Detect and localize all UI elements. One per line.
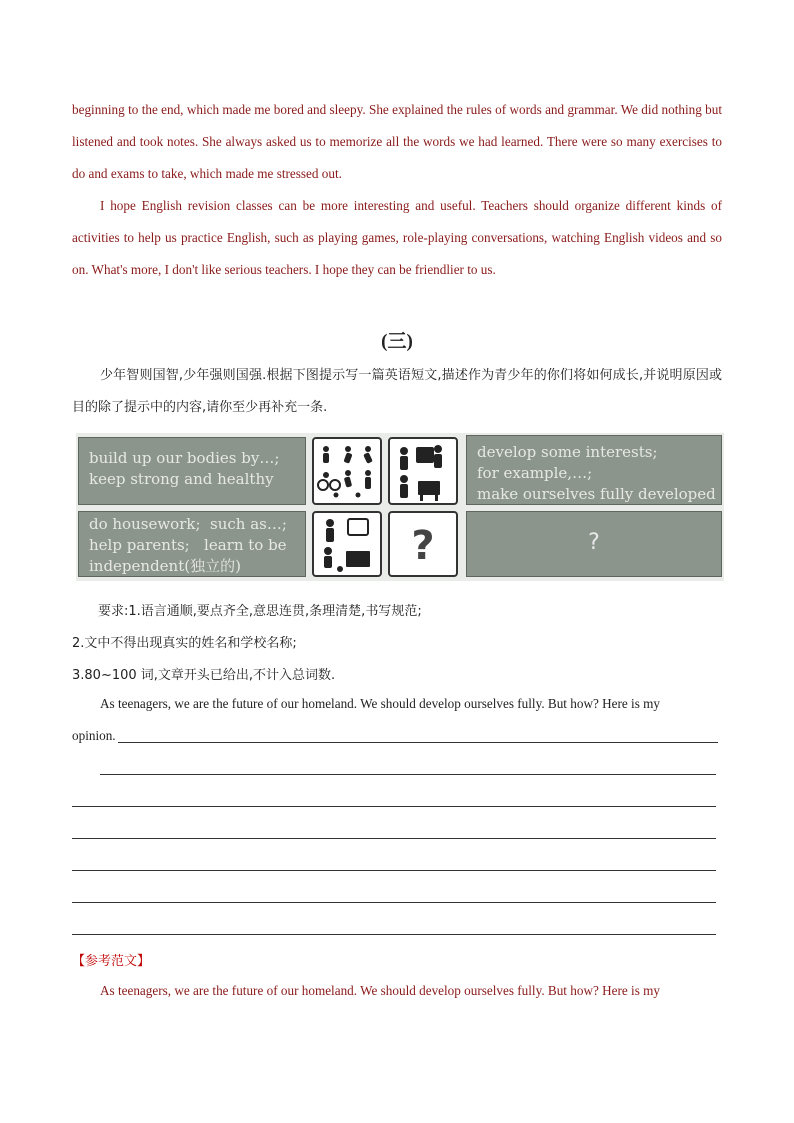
hint-text-interests: develop some interests; for example,…; make ourselves fully developed: [477, 443, 716, 503]
hint-box-exercise: [78, 437, 306, 505]
requirement-3: 3.80~100 词,文章开头已给出,不计入总词数.: [72, 668, 336, 683]
writing-line-5[interactable]: [72, 870, 716, 871]
reference-label: 【参考范文】: [72, 954, 151, 969]
essay-opening: [72, 688, 722, 720]
writing-line-4[interactable]: [72, 838, 716, 839]
writing-line-3[interactable]: [72, 806, 716, 807]
sports-pictogram-icon: [312, 437, 382, 505]
requirement-1: 要求:1.语言通顺,要点齐全,意思连贯,条理清楚,书写规范;: [98, 604, 422, 619]
section-heading: (三): [381, 331, 413, 352]
writing-line-6[interactable]: [72, 902, 716, 903]
hint-text-blank: ?: [588, 530, 600, 555]
requirement-2: 2.文中不得出现真实的姓名和学校名称;: [72, 636, 297, 651]
writing-line-7[interactable]: [72, 934, 716, 935]
reference-text: As teenagers, we are the future of our homeland. We should develop ourselves fully. But how? Here is my: [100, 983, 660, 998]
essay-paragraph-2: I hope English revision classes can be more interesting and useful. Teachers should organize different kinds of activities to help us practice English, such as playing games, role-playing conversations, watching English videos and so on. What's more, I don't like serious teachers. I hope they can be friendlier to us.: [72, 198, 722, 277]
question-mark-icon: ?: [411, 523, 435, 569]
prompt-picture: [76, 433, 724, 581]
essay-opening-text: As teenagers, we are the future of our homeland. We should develop ourselves fully. But how? Here is my: [100, 696, 660, 711]
hint-box-housework: [78, 511, 306, 577]
hint-box-interests: [466, 435, 722, 505]
hint-box-blank: [466, 511, 722, 577]
unknown-pictogram: [388, 511, 458, 577]
hobby-pictogram-icon: [388, 437, 458, 505]
hint-text-housework: do housework; such as…; help parents; learn to be independent(独立的): [89, 515, 287, 575]
writing-line-1[interactable]: [118, 742, 718, 743]
task-prompt: 少年智则国智,少年强则国强.根据下图提示写一篇英语短文,描述作为青少年的你们将如何成长,并说明原因或目的除了提示中的内容,请你至少再补充一条.: [72, 368, 722, 415]
housework-pictogram-icon: [312, 511, 382, 577]
essay-opening-last-word: opinion.: [72, 728, 116, 743]
hint-text-exercise: build up our bodies by…; keep strong and healthy: [89, 449, 280, 488]
writing-line-2[interactable]: [100, 774, 716, 775]
essay-paragraph-1: beginning to the end, which made me bored and sleepy. She explained the rules of words and grammar. We did nothing but listened and took notes. She always asked us to memorize all the words we had learned. There were so many exercises to do and exams to take, which made me stressed out.: [72, 102, 722, 181]
